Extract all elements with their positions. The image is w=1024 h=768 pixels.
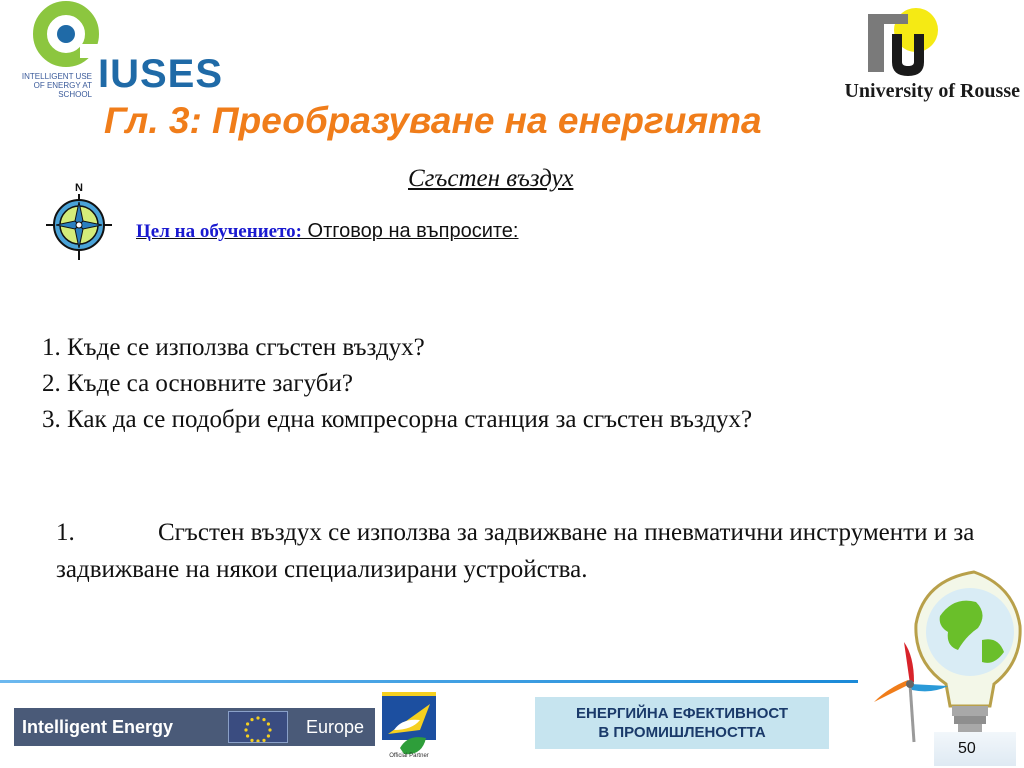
course-title-line2: В ПРОМИШЛЕНОСТТА <box>598 724 766 741</box>
question-item: 1. Къде се използва сгъстен въздух? <box>42 334 425 361</box>
course-title-line1: ЕНЕРГИЙНА ЕФЕКТИВНОСТ <box>576 705 788 722</box>
compass-icon <box>44 180 114 262</box>
partner-label: Official Partner <box>389 753 429 759</box>
course-title-box <box>535 697 829 749</box>
answer-number: 1. <box>56 519 75 546</box>
ie-left-label: Intelligent Energy <box>22 716 174 737</box>
eco-lightbulb-icon <box>854 566 1024 746</box>
question-list <box>42 330 752 438</box>
footer-divider <box>0 680 858 683</box>
slide-subtitle: Сгъстен въздух <box>408 165 574 192</box>
learning-goal <box>136 220 519 243</box>
iuses-wordmark: IUSES <box>98 52 224 96</box>
university-logo <box>862 4 942 84</box>
eu-flag-icon <box>228 711 288 743</box>
goal-text: Отговор на въпросите: <box>301 220 519 242</box>
slide-title: Гл. 3: Преобразуване на енергията <box>104 100 762 141</box>
svg-text:N: N <box>75 182 83 194</box>
page-number: 50 <box>958 740 976 757</box>
goal-label: Цел на обучението: <box>136 221 302 242</box>
intelligent-energy-europe-logo <box>14 708 375 746</box>
iuses-tagline: INTELLIGENT USE OF ENERGY AT SCHOOL <box>21 72 92 99</box>
ie-right-label: Europe <box>306 716 365 737</box>
answer-text: Сгъстен въздух се използва за задвижване на пневматични инструменти и за задвижване на някои специализирани устройства. <box>56 519 975 583</box>
university-name: University of Rousse <box>844 80 1020 102</box>
question-item: 2. Къде са основните загуби? <box>42 370 353 397</box>
question-item: 3. Как да се подобри една компресорна станция за сгъстен въздух? <box>42 406 753 433</box>
